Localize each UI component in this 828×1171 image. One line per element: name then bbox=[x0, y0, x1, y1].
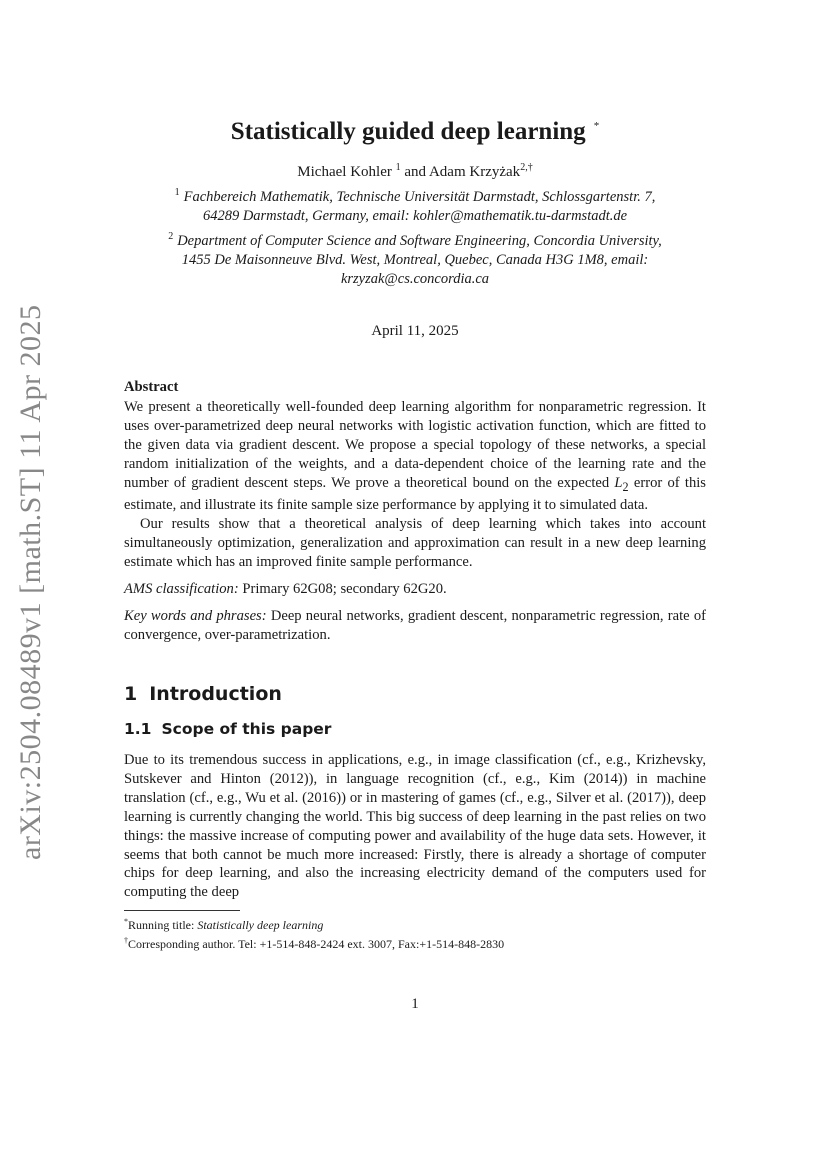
author-1: Michael Kohler bbox=[297, 164, 392, 180]
introduction-body bbox=[124, 751, 706, 902]
subsection-number: 1.1 bbox=[124, 720, 152, 738]
ams-label: AMS classification: bbox=[124, 580, 239, 597]
affiliation-1-line-1: Fachbereich Mathematik, Technische Universität Darmstadt, Schlossgartenstr. 7, bbox=[183, 188, 656, 205]
abstract-heading: Abstract bbox=[124, 379, 179, 395]
intro-paragraph: Due to its tremendous success in applications, e.g., in image classification (cf., e.g., Krizhevsky, Sutskever and Hinton (2012)), in language recognition (cf., e.g., Kim (2014)) in machine translation (cf., e.g., Wu et al. (2016)) or in mastering of games (cf., e.g., Silver et al. (2017)), deep learning is currently changing the world. This big success of deep learning in the past relies on two things: the massive increase of computing power and availability of the huge data sets. However, it seems that both cannot be much more increased: Firstly, there is already a shortage of computer chips for deep learning, and also the increasing electricity demand of the computers used for computing the deep bbox=[124, 752, 706, 901]
abstract-paragraph-1 bbox=[124, 398, 706, 515]
footnote-running-title bbox=[124, 914, 706, 933]
ams-text: Primary 62G08; secondary 62G20. bbox=[238, 580, 447, 597]
title-text: Statistically guided deep learning bbox=[230, 118, 586, 145]
keywords-text: Deep neural networks, gradient descent, nonparametric regression, rate of convergence, over-parametrization. bbox=[124, 607, 706, 643]
affiliation-2-mark: 2 bbox=[168, 230, 174, 242]
section-title: Introduction bbox=[149, 683, 282, 705]
footnote-1-label: Running title: bbox=[128, 918, 198, 932]
author-line bbox=[124, 158, 706, 182]
affiliation-1 bbox=[124, 183, 706, 226]
footnote-2-mark: † bbox=[124, 936, 128, 945]
title-block bbox=[124, 110, 706, 289]
affiliation-2-line-1: Department of Computer Science and Software Engineering, Concordia University, bbox=[177, 232, 662, 249]
section-heading-introduction bbox=[124, 683, 282, 705]
footnote-divider bbox=[124, 910, 240, 911]
affiliation-2-line-2: 1455 De Maisonneuve Blvd. West, Montreal, Quebec, Canada H3G 1M8, email: bbox=[181, 251, 649, 268]
paper-title bbox=[124, 110, 706, 148]
subsection-title: Scope of this paper bbox=[161, 720, 332, 738]
section-number: 1 bbox=[124, 683, 138, 705]
author-2-mark: 2,† bbox=[520, 162, 533, 173]
footnote-2-text: Corresponding author. Tel: +1-514-848-2424 ext. 3007, Fax:+1-514-848-2830 bbox=[128, 937, 505, 951]
subsection-heading-scope bbox=[124, 720, 331, 738]
footnote-1-title: Statistically deep learning bbox=[197, 918, 324, 932]
footnotes bbox=[124, 914, 706, 952]
abstract-p1-part-b: error of this estimate, and illustrate its finite sample size performance by applying it to simulated data. bbox=[124, 474, 706, 514]
math-L: L bbox=[614, 474, 623, 491]
affiliation-2-line-3: krzyzak@cs.concordia.ca bbox=[340, 270, 490, 287]
footnote-corresponding-author bbox=[124, 933, 706, 952]
ams-classification bbox=[124, 580, 706, 599]
author-1-mark: 1 bbox=[395, 162, 401, 173]
abstract-section bbox=[124, 378, 706, 645]
page-number: 1 bbox=[411, 996, 419, 1012]
affiliation-1-line-2: 64289 Darmstadt, Germany, email: kohler@mathematik.tu-darmstadt.de bbox=[202, 207, 628, 224]
abstract-p1-part-a: We present a theoretically well-founded deep learning algorithm for nonparametric regression. It uses over-parametrized deep neural networks with logistic activation function, which are fitted to the given data via gradient descent. We propose a special topology of these networks, a special random initialization of the weights, and a data-dependent choice of the learning rate and the number of gradient descent steps. We prove a theoretical bound on the expected bbox=[124, 398, 706, 491]
affiliation-1-mark: 1 bbox=[174, 187, 180, 198]
affiliation-2 bbox=[124, 227, 706, 289]
author-conjunction: and bbox=[404, 164, 427, 180]
math-L-subscript: 2 bbox=[622, 479, 629, 494]
title-footnote-mark: * bbox=[593, 120, 600, 132]
keywords-label: Key words and phrases: bbox=[124, 607, 267, 624]
abstract-paragraph-2: Our results show that a theoretical analysis of deep learning which takes into account simultaneously optimization, generalization and approximation can result in a new deep learning estimate which has an improved finite sample performance. bbox=[124, 516, 706, 571]
author-2: Adam Krzyżak bbox=[428, 164, 521, 180]
paper-date: April 11, 2025 bbox=[371, 323, 459, 339]
keywords bbox=[124, 607, 706, 645]
footnote-1-mark: * bbox=[124, 917, 128, 926]
arxiv-stamp: arXiv:2504.08489v1 [math.ST] 11 Apr 2025 bbox=[14, 304, 47, 860]
